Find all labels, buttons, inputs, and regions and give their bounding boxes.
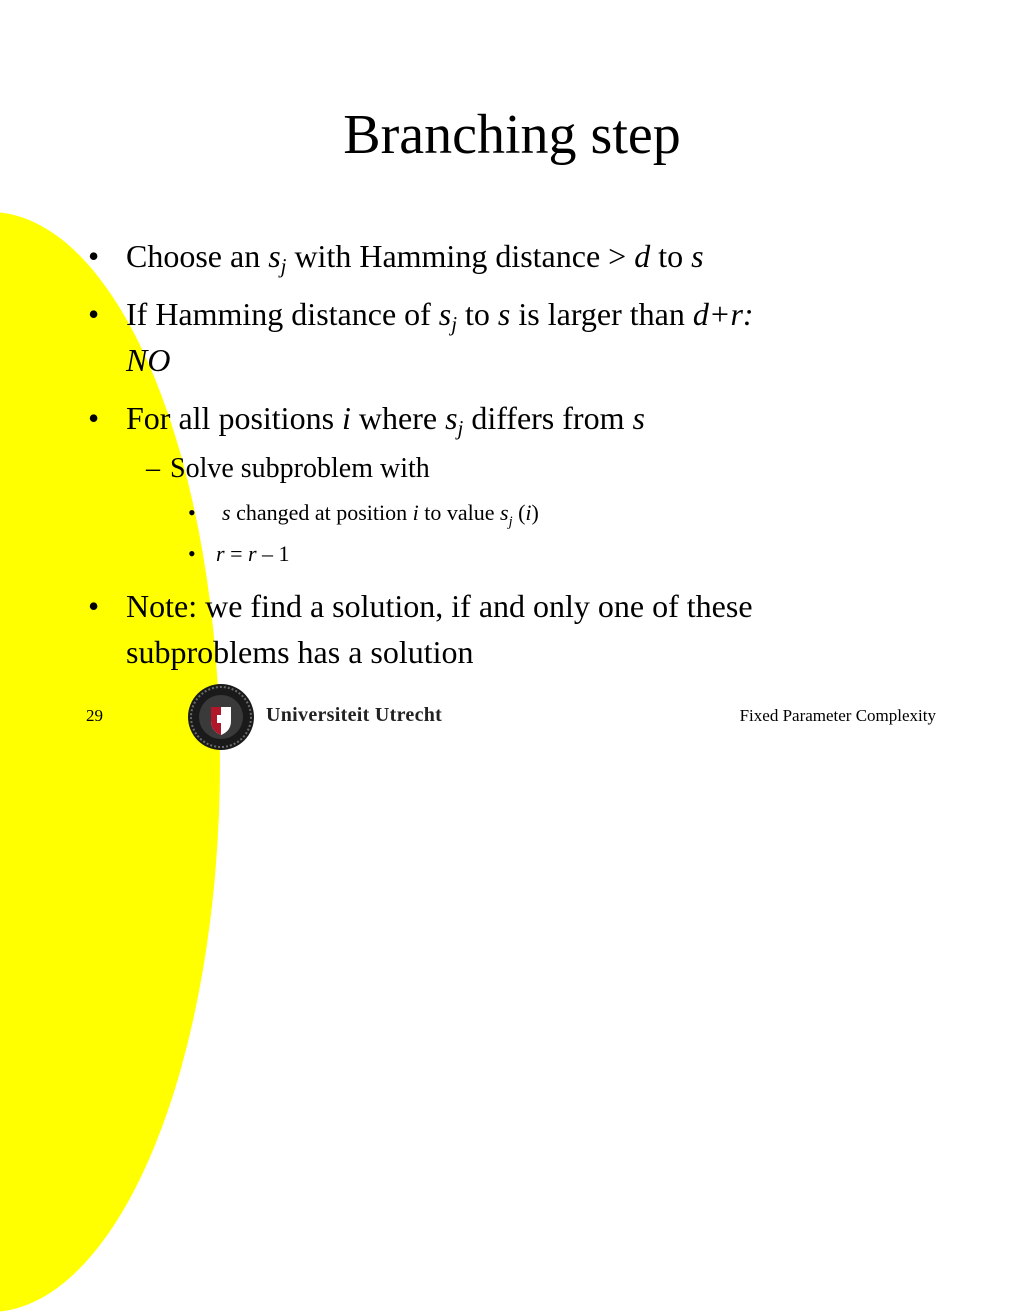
- slide-number: 29: [86, 706, 103, 725]
- subsub-bullet-marker: •: [188, 541, 196, 566]
- bullet-choose-sj: Choose an $s_j$ with Hamming distance > d to s: [126, 238, 704, 278]
- bullet-note-line1: Note: we find a solution, if and only one of these: [126, 588, 753, 624]
- subsub-bullet-r-decrement: r = r – 1: [216, 541, 290, 566]
- university-name: Universiteit Utrecht: [266, 704, 443, 726]
- university-seal-icon: [187, 683, 255, 751]
- bullet-hamming-larger: If Hamming distance of $s_j$ to s is larger than d+r:: [126, 296, 754, 336]
- bullet-note-line2: subproblems has a solution: [126, 634, 474, 670]
- bullet-marker: •: [88, 238, 100, 274]
- bullet-marker: •: [88, 400, 100, 436]
- bullet-hamming-larger-cont: NO: [126, 342, 171, 378]
- slide-title: Branching step: [343, 104, 681, 166]
- sub-bullet-solve: Solve subproblem with: [170, 453, 430, 484]
- sub-bullet-dash: –: [146, 453, 160, 484]
- bullet-marker: •: [88, 296, 100, 332]
- subsub-bullet-changed: s changed at position i to value $s_j$ (i): [222, 500, 539, 530]
- bullet-marker: •: [88, 588, 100, 624]
- subsub-bullet-marker: •: [188, 500, 196, 525]
- footer-course-title: Fixed Parameter Complexity: [739, 706, 936, 725]
- bullet-all-positions: For all positions i where $s_j$ differs from s: [126, 400, 645, 440]
